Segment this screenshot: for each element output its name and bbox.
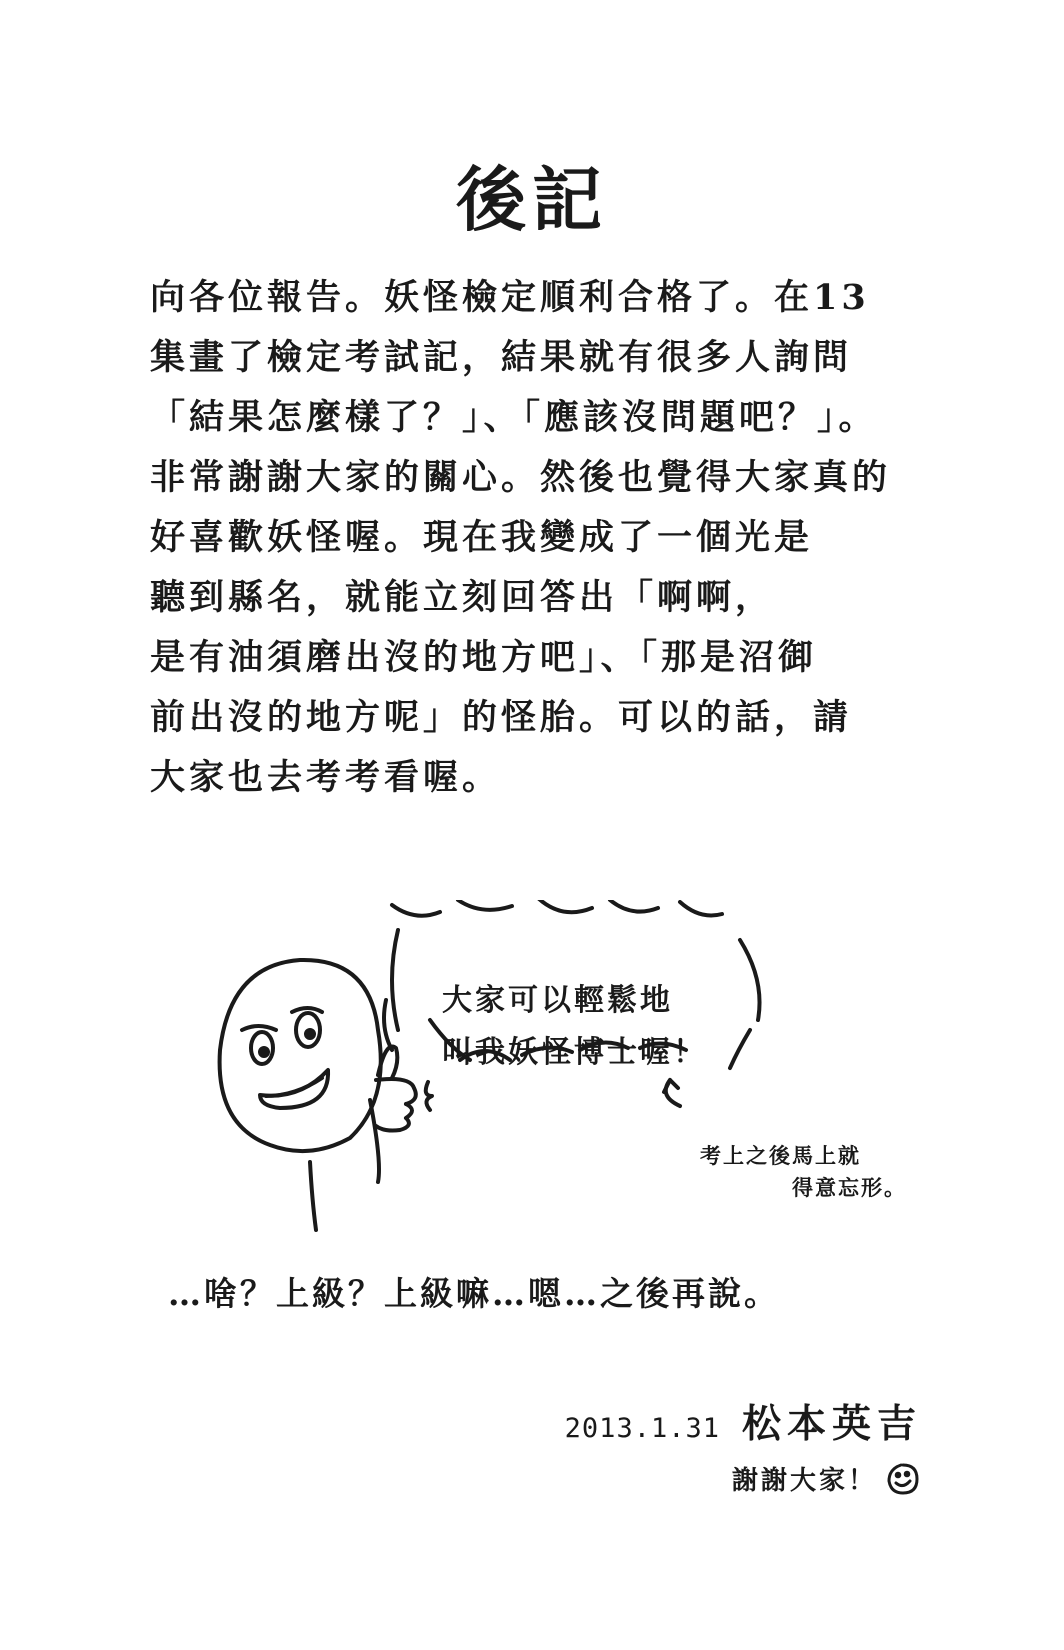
- page-title: 後記: [456, 157, 608, 241]
- speech-line: 大家可以輕鬆地: [442, 983, 673, 1018]
- body-line: 向各位報告。妖怪檢定順利合格了。在13: [150, 277, 870, 318]
- body-paragraph: [150, 268, 970, 808]
- thanks-line: [732, 1460, 921, 1497]
- smiley-face-icon: [885, 1461, 921, 1497]
- body-line: 前出沒的地方呢」的怪胎。可以的話，請: [150, 697, 853, 738]
- thanks-text: 謝謝大家！: [732, 1466, 878, 1496]
- note-arrow-icon: [664, 1080, 678, 1092]
- speech-bubble-text: [442, 975, 772, 1079]
- body-line: 聽到縣名，就能立刻回答出「啊啊，: [150, 577, 775, 618]
- body-line: 大家也去考考看喔。: [150, 757, 502, 798]
- body-line: 集畫了檢定考試記，結果就有很多人詢問: [150, 337, 853, 378]
- body-line: 「結果怎麼樣了？」、「應該沒問題吧？」。: [150, 397, 878, 438]
- signature-author: 松本英吉: [741, 1401, 922, 1447]
- speech-line: 叫我妖怪博士喔！: [442, 1035, 706, 1070]
- note-line: 考上之後馬上就: [700, 1143, 861, 1168]
- illustration-note: [700, 1140, 907, 1204]
- character-body: [310, 1162, 316, 1230]
- body-line: 是有油須磨出沒的地方吧」、「那是沼御: [150, 637, 818, 678]
- body-line: 好喜歡妖怪喔。現在我變成了一個光是: [150, 517, 814, 558]
- signature-date: 2013.1.31: [564, 1413, 720, 1444]
- motion-marks: [426, 1082, 432, 1110]
- signature: [565, 1393, 922, 1449]
- body-line: 非常謝謝大家的關心。然後也覺得大家真的: [150, 457, 892, 498]
- thumbs-up-icon: [376, 1047, 416, 1131]
- note-line: 得意忘形。: [792, 1175, 907, 1200]
- afterword-line: …啥？上級？上級嘛…嗯…之後再說。: [168, 1274, 780, 1313]
- character-face: [220, 960, 381, 1151]
- character-body: [370, 1100, 379, 1182]
